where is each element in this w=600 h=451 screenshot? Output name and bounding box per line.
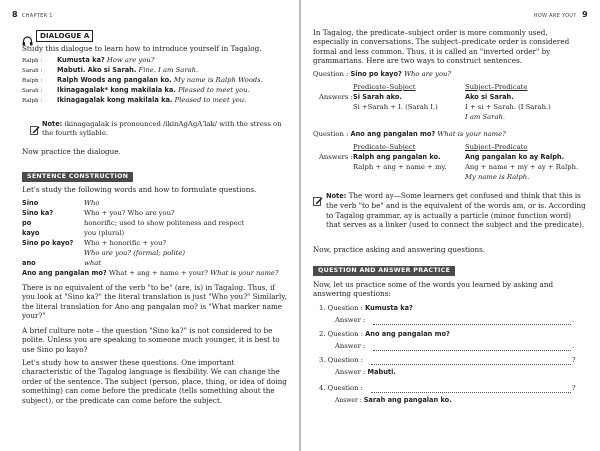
question-blank-4[interactable]: [371, 392, 571, 393]
col-subject-predicate: Subject–Predicate: [465, 83, 528, 91]
a1-sp-translation: I am Sarah.: [465, 113, 506, 121]
vocab-row: Who are you? (formal; polite): [84, 249, 186, 257]
dialogue-line: Sarah : Ikinagagalak* kong makilala ka. Pleased to meet you.: [22, 86, 250, 94]
vocab-row: kayo you (plural): [22, 229, 125, 237]
vocab-row: ano what: [22, 259, 101, 267]
vocab-row: po honorific; used to show politeness and respect: [22, 219, 245, 227]
vocab-row: Ano ang pangalan mo? What + ang + name + your? What is your name?: [22, 269, 279, 277]
construction-intro: Let's study the following words and how to formulate questions.: [22, 185, 257, 194]
pencil-icon: [313, 191, 323, 210]
a2-sp-translation: My name is Ralph.: [465, 173, 530, 181]
para-no-equivalent: There is no equivalent of the verb "to be" (are, is) in Tagalog. Thus, if you look at "Sino ka?" the literal translation is just "Who you?" Similarly, the literal translation for Ano ang pangalan mo? is "What marker name your?": [22, 283, 287, 321]
dialogue-line: Ralph : Kumusta ka? How are you?: [22, 56, 155, 64]
a1-predicate-subject: Si Sarah ako.: [353, 93, 402, 101]
col-predicate-subject-2: Predicate–Subject: [353, 143, 416, 151]
page-number-right: 9: [582, 10, 588, 19]
question-2: Question : Ano ang pangalan mo? What is your name?: [313, 130, 506, 138]
vocab-row: Sino ka? Who + you? Who are you?: [22, 209, 175, 217]
question-blank-3[interactable]: [371, 364, 571, 365]
ay-note: Note: The word ay—Some learners get confused and think that this is the verb "to be" and is the equivalent of the words am, or is. According to Tagalog grammar, ay is actually a particle (minor function word) that serves as a linker (used to connect the subject and the predicate).: [326, 191, 586, 230]
pencil-icon: [30, 120, 40, 139]
page-number-left: 8: [12, 10, 18, 19]
para-culture-note: A brief culture note – the question "Sino ka?" is not considered to be polite. Unless you are speaking to someone much younger, it is best to use Sino po kayo?: [22, 326, 280, 354]
a2-subject-predicate: Ang pangalan ko ay Ralph.: [465, 153, 565, 161]
practice-qa: Now, practice asking and answering questions.: [313, 245, 486, 254]
a1-ps-gloss: Si +Sarah + I. (Sarah I.): [353, 103, 438, 111]
running-head-title: HOW ARE YOU?: [533, 13, 577, 19]
a2-sp-gloss: Ang + name + my + ay + Ralph.: [465, 163, 579, 171]
para-flexibility: Let's study how to answer these questions. One important characteristic of the Tagalog language is flexibility. We can change the order of the sentence. The subject (person, place, thing, or idea of doing something) can come before the predicate (tells something about the subject), or the predicate can come before the subject.: [22, 358, 287, 405]
a2-ps-gloss: Ralph + ang + name + my.: [353, 163, 447, 171]
qa-intro: Now, let us practice some of the words you learned by asking and answering questions:: [313, 280, 554, 299]
answers-label-2: Answers :: [319, 153, 353, 161]
a1-sp-gloss: I + si + Sarah. (I Sarah.): [465, 103, 551, 111]
answers-label-1: Answers :: [319, 93, 353, 101]
vocab-row: Sino Who: [22, 199, 100, 207]
dialogue-line: Ralph : Ralph Woods ang pangalan ko. My name is Ralph Woods.: [22, 76, 263, 84]
right-page: HOW ARE YOU? 9 In Tagalog, the predicate–subject order is more commonly used, especially in conversations. The subject–predicate order is considered formal and less common. Thus, it is called an "inverted order" by grammarians. Here are two ways to construct sentences. Question : Sino po kayo? Who are you? Predicate–Subject Subject–Predicate Answers : Si Sarah ako. Si +Sarah + I. (Sarah I.) Ako si Sarah. I + si + Sarah. (I Sarah.) I am Sarah. Question : Ano ang pangalan mo? What is your name? Predicate–Subject Subject–Predicate Answers : Ralph ang pangalan ko. Ralph + ang + name + my. Ang pangalan ko ay Ralph. Ang + name + my + ay + Ralph. My name is Ralph. Note: The word ay—Some learners get confused and think that this is the verb "to be" and is the equivalent of the words am, or is. According to Tagalog grammar, ay is actually a particle (minor function word) that serves as a linker (used to connect the subject and the predicate). Now, practice asking and answering questions. QUESTION AND ANSWER PRACTICE Now, let us practice some of the words you learned by asking and answering questions: 1. Question : Kumusta ka? Answer : . 2. Question : Ano ang pangalan mo? Answer : . 3. Question : ? Answer : Mabuti. 4. Question : ? Answer : Sarah ang pangalan ko.: [301, 0, 600, 451]
a1-subject-predicate: Ako si Sarah.: [465, 93, 514, 101]
col-subject-predicate-2: Subject–Predicate: [465, 143, 528, 151]
dialogue-line: Sarah : Mabuti. Ako si Sarah. Fine. I am Sarah.: [22, 66, 199, 74]
vocab-row: Sino po kayo? Who + honorific + you?: [22, 239, 167, 247]
a2-predicate-subject: Ralph ang pangalan ko.: [353, 153, 441, 161]
dialogue-title: DIALOGUE A: [36, 30, 93, 42]
dialogue-intro: Study this dialogue to learn how to introduce yourself in Tagalog.: [22, 44, 262, 53]
right-running-head: [534, 10, 588, 19]
question-1: Question : Sino po kayo? Who are you?: [313, 70, 452, 78]
dialogue-line: Ralph : Ikinagagalak kong makilala ka. Pleased to meet you.: [22, 96, 247, 104]
sentence-construction-heading: SENTENCE CONSTRUCTION: [22, 172, 133, 182]
qa-practice-heading: QUESTION AND ANSWER PRACTICE: [313, 266, 455, 276]
left-running-head: [12, 10, 53, 19]
answer-blank-2[interactable]: [373, 350, 571, 351]
para-predicate-order: In Tagalog, the predicate–subject order is more commonly used, especially in conversations. The subject–predicate order is considered formal and less common. Thus, it is called an "inverted order" by grammarians. Here are two ways to construct sentences.: [313, 28, 570, 66]
chapter-label: CHAPTER 1: [21, 13, 53, 19]
answer-blank-1[interactable]: [373, 324, 571, 325]
left-page: [0, 0, 299, 451]
col-predicate-subject: Predicate–Subject: [353, 83, 416, 91]
practice-dialogue: Now practice the dialogue.: [22, 147, 121, 156]
dialogue-note: Note: ikinagagalak is pronounced /ikinAgAgA'lak/ with the stress on the fourth syllable.: [42, 120, 282, 137]
